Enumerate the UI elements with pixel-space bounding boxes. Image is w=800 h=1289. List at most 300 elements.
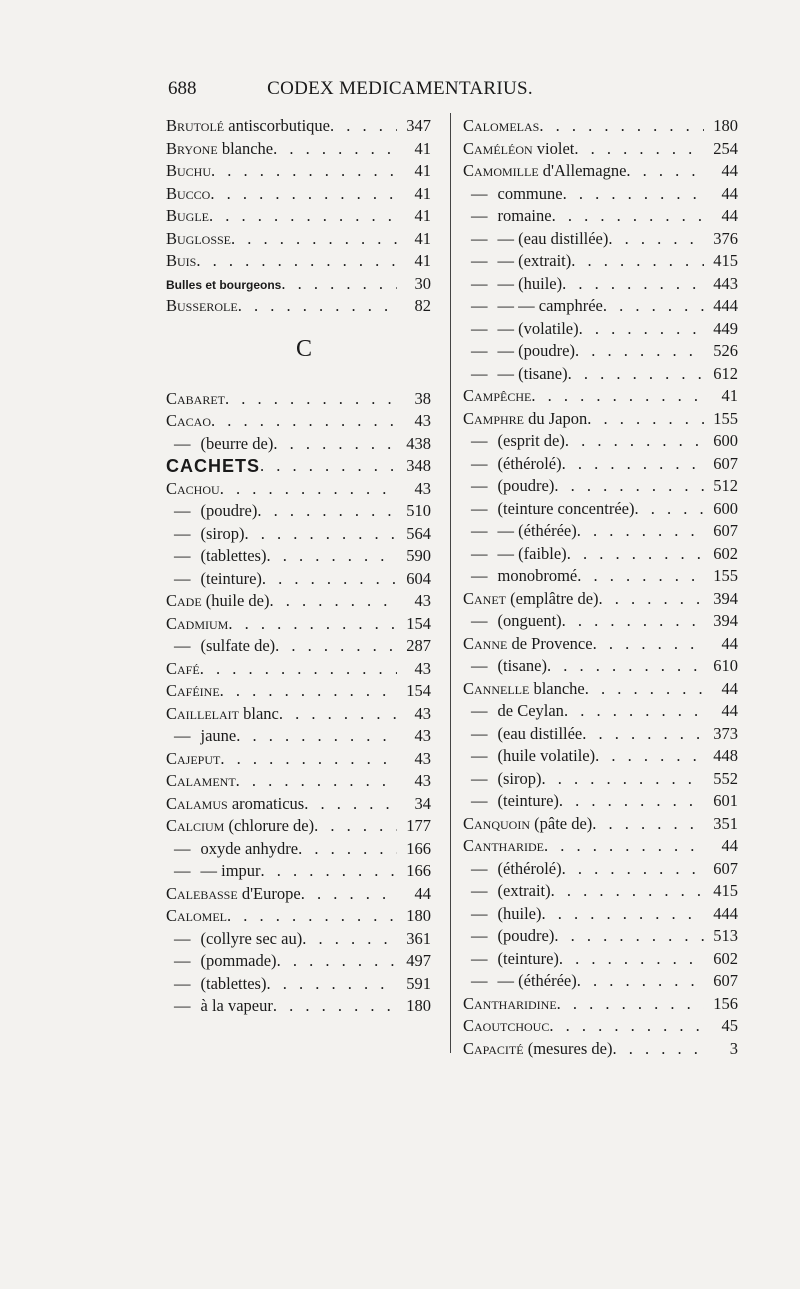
index-entry xyxy=(166,545,431,568)
entry-dash: — xyxy=(471,363,488,383)
index-entry xyxy=(166,770,431,793)
entry-page-number: 177 xyxy=(406,816,431,835)
entry-term xyxy=(166,115,330,138)
entry-dash: — xyxy=(174,523,191,543)
entry-term xyxy=(463,363,568,386)
entry-dash: — xyxy=(174,951,191,970)
entry-dash: — xyxy=(174,996,191,1015)
leader-dots xyxy=(563,183,704,206)
leader-dots xyxy=(547,655,704,678)
index-entry xyxy=(166,838,431,861)
entry-qualifier: (tisane) xyxy=(497,656,547,675)
entry-qualifier: — — camphrée xyxy=(497,296,603,315)
entry-dash: — xyxy=(471,318,488,338)
entry-page-number: 166 xyxy=(406,861,431,880)
entry-page-number: 30 xyxy=(414,273,431,293)
leader-dots xyxy=(577,565,704,588)
leader-dots xyxy=(559,948,704,971)
entry-headword: Cadmium xyxy=(166,613,229,633)
index-list-b xyxy=(166,115,431,318)
entry-headword: Buchu xyxy=(166,161,212,180)
index-entry xyxy=(166,455,431,478)
entry-dash: — xyxy=(174,546,191,565)
leader-dots xyxy=(626,160,704,183)
leader-dots xyxy=(559,790,704,813)
index-entry xyxy=(463,633,738,656)
entry-qualifier: (sulfate de) xyxy=(200,636,276,655)
entry-term xyxy=(166,478,220,501)
entry-dash: — xyxy=(174,973,191,993)
entry-page-number: 348 xyxy=(406,456,431,475)
entry-headword: Busserole xyxy=(166,296,238,315)
leader-dots xyxy=(236,725,397,748)
entry-headword: Bryone xyxy=(166,138,218,158)
entry-term xyxy=(463,655,547,678)
entry-qualifier: (poudre) xyxy=(200,501,258,520)
entry-dash: — xyxy=(471,723,488,743)
entry-page-number: 44 xyxy=(721,836,738,855)
entry-headword: Cade xyxy=(166,591,202,610)
entry-qualifier: (eau distillée xyxy=(497,723,583,743)
entry-term xyxy=(463,520,577,543)
index-entry xyxy=(463,655,738,678)
entry-page-number: 155 xyxy=(713,408,738,428)
entry-qualifier: aromaticus xyxy=(227,793,305,813)
entry-page-number: 512 xyxy=(713,476,738,495)
entry-qualifier: — (éthérée) xyxy=(497,521,577,540)
entry-headword: Cantharidine xyxy=(463,993,557,1013)
entry-headword: Capacité xyxy=(463,1038,524,1058)
entry-headword: Calamus xyxy=(166,793,228,813)
index-entry xyxy=(166,928,431,951)
entry-dash: — xyxy=(471,453,488,473)
leader-dots xyxy=(541,903,704,926)
leader-dots xyxy=(592,813,704,836)
entry-dash: — xyxy=(471,498,488,518)
entry-qualifier: — (faible) xyxy=(497,543,567,563)
index-entry xyxy=(166,995,431,1018)
entry-page-number: 610 xyxy=(713,656,738,675)
entry-term xyxy=(463,430,565,453)
entry-term xyxy=(166,410,211,433)
entry-page-number: 41 xyxy=(414,206,431,225)
entry-qualifier: (sirop) xyxy=(200,523,245,543)
entry-headword: Caféine xyxy=(166,681,220,700)
entry-dash: — xyxy=(471,948,488,968)
leader-dots xyxy=(302,928,397,951)
entry-page-number: 34 xyxy=(414,793,431,813)
entry-dash: — xyxy=(174,838,191,858)
index-entry xyxy=(463,790,738,813)
entry-page-number: 43 xyxy=(414,411,431,430)
entry-page-number: 43 xyxy=(414,591,431,610)
entry-term xyxy=(166,950,277,973)
leader-dots xyxy=(564,700,704,723)
index-entry xyxy=(463,903,738,926)
index-entry xyxy=(166,433,431,456)
entry-page-number: 38 xyxy=(414,388,431,408)
leader-dots xyxy=(314,815,397,838)
entry-term xyxy=(463,813,592,836)
entry-term xyxy=(166,433,273,456)
entry-qualifier: (mesures de) xyxy=(523,1038,613,1058)
running-title: CODEX MEDICAMENTARIUS. xyxy=(267,78,533,99)
entry-qualifier: (tablettes) xyxy=(200,973,267,993)
entry-headword: Buglosse xyxy=(166,228,232,248)
index-entry xyxy=(166,160,431,183)
index-entry xyxy=(166,523,431,546)
entry-page-number: 351 xyxy=(713,813,738,833)
leader-dots xyxy=(531,385,704,408)
entry-term xyxy=(463,948,559,971)
entry-term xyxy=(463,768,542,791)
entry-qualifier: (tablettes) xyxy=(200,546,267,565)
index-entry xyxy=(463,385,738,408)
index-entry xyxy=(463,408,738,431)
index-entry xyxy=(166,228,431,251)
entry-page-number: 590 xyxy=(406,546,431,565)
index-entry xyxy=(166,950,431,973)
entry-dash: — xyxy=(471,971,488,990)
entry-qualifier: (huile volatile) xyxy=(497,746,596,765)
leader-dots xyxy=(608,228,704,251)
index-entry xyxy=(166,183,431,206)
index-entry xyxy=(463,183,738,206)
index-entry xyxy=(463,115,738,138)
entry-qualifier: (teinture concentrée) xyxy=(497,498,635,518)
leader-dots xyxy=(549,1015,704,1038)
entry-qualifier: d'Europe xyxy=(237,883,301,903)
entry-term xyxy=(166,815,314,838)
entry-dash: — xyxy=(471,611,488,630)
entry-term xyxy=(166,545,266,568)
entry-page-number: 287 xyxy=(406,636,431,655)
leader-dots xyxy=(551,880,704,903)
entry-term xyxy=(166,388,225,411)
entry-qualifier: de Ceylan xyxy=(497,701,564,720)
leader-dots xyxy=(273,138,397,161)
entry-qualifier: — (éthérée) xyxy=(497,971,577,990)
leader-dots xyxy=(562,610,704,633)
leader-dots xyxy=(262,568,397,591)
entry-page-number: 41 xyxy=(414,161,431,180)
index-entry xyxy=(463,700,738,723)
entry-term xyxy=(463,903,541,926)
index-entry xyxy=(166,748,431,771)
entry-term xyxy=(166,160,211,183)
page-number: 688 xyxy=(168,78,197,99)
leader-dots xyxy=(260,455,397,478)
entry-dash: — xyxy=(471,746,488,765)
leader-dots xyxy=(582,723,704,746)
index-entry xyxy=(463,813,738,836)
index-entry xyxy=(166,590,431,613)
entry-headword: Cajeput xyxy=(166,748,221,768)
entry-term xyxy=(166,905,227,928)
entry-qualifier: (éthérolé) xyxy=(497,858,562,878)
index-entry xyxy=(463,318,738,341)
index-entry xyxy=(166,138,431,161)
leader-dots xyxy=(544,835,704,858)
entry-dash: — xyxy=(471,656,488,675)
index-entry xyxy=(463,340,738,363)
entry-term xyxy=(166,838,298,861)
entry-page-number: 154 xyxy=(406,681,431,700)
leader-dots xyxy=(211,160,397,183)
entry-page-number: 166 xyxy=(406,838,431,858)
index-entry xyxy=(166,635,431,658)
entry-term xyxy=(463,1038,612,1061)
leader-dots xyxy=(557,993,704,1016)
entry-headword: Canne xyxy=(463,633,508,653)
entry-term xyxy=(166,928,302,951)
entry-term xyxy=(463,453,562,476)
entry-qualifier: (teinture) xyxy=(497,948,559,968)
entry-headword: Campêche xyxy=(463,386,532,405)
leader-dots xyxy=(261,860,397,883)
entry-term xyxy=(166,680,220,703)
entry-term xyxy=(166,658,200,681)
column-divider xyxy=(450,113,451,1053)
entry-qualifier: — (eau distillée) xyxy=(497,228,609,248)
index-entry xyxy=(463,925,738,948)
leader-dots xyxy=(304,793,397,816)
entry-headword: Buis xyxy=(166,251,197,270)
leader-dots xyxy=(228,613,397,636)
entry-headword: Caillelait xyxy=(166,703,239,723)
entry-page-number: 604 xyxy=(406,568,431,588)
right-column xyxy=(463,115,738,1060)
entry-page-number: 180 xyxy=(406,906,431,925)
entry-qualifier: — (huile) xyxy=(497,273,563,293)
entry-page-number: 254 xyxy=(713,138,738,158)
entry-page-number: 394 xyxy=(713,611,738,630)
entry-term xyxy=(463,160,626,183)
index-entry xyxy=(166,613,431,636)
leader-dots xyxy=(231,228,397,251)
entry-term xyxy=(463,745,595,768)
entry-qualifier: violet xyxy=(532,138,575,158)
index-entry xyxy=(463,610,738,633)
left-column xyxy=(166,115,431,1018)
entry-headword: Camomille xyxy=(463,161,539,180)
entry-term xyxy=(463,183,563,206)
entry-dash: — xyxy=(471,228,488,248)
entry-term xyxy=(166,613,228,636)
entry-headword: Camphre xyxy=(463,408,525,428)
entry-dash: — xyxy=(471,521,488,540)
entry-page-number: 607 xyxy=(713,971,738,990)
entry-page-number: 394 xyxy=(713,588,738,608)
entry-page-number: 44 xyxy=(721,678,738,698)
index-entry xyxy=(463,520,738,543)
entry-page-number: 3 xyxy=(729,1038,738,1058)
entry-page-number: 44 xyxy=(414,883,431,903)
entry-qualifier: jaune xyxy=(200,726,237,745)
leader-dots xyxy=(257,500,397,523)
entry-dash: — xyxy=(471,701,488,720)
entry-qualifier: (esprit de) xyxy=(497,431,565,450)
index-entry xyxy=(463,745,738,768)
entry-page-number: 449 xyxy=(713,318,738,338)
entry-page-number: 41 xyxy=(414,251,431,270)
entry-page-number: 444 xyxy=(713,903,738,923)
index-entry xyxy=(166,478,431,501)
entry-page-number: 607 xyxy=(713,453,738,473)
entry-headword: Caméléon xyxy=(463,138,533,158)
index-entry xyxy=(166,883,431,906)
index-entry xyxy=(463,363,738,386)
entry-term xyxy=(463,543,567,566)
leader-dots xyxy=(579,318,704,341)
index-entry xyxy=(166,410,431,433)
entry-term xyxy=(463,138,574,161)
entry-page-number: 600 xyxy=(713,498,738,518)
leader-dots xyxy=(571,250,704,273)
entry-term xyxy=(166,860,261,883)
leader-dots xyxy=(298,838,397,861)
entry-dash: — xyxy=(174,726,191,745)
index-entry xyxy=(463,205,738,228)
entry-term xyxy=(463,925,554,948)
entry-term xyxy=(463,295,603,318)
leader-dots xyxy=(200,658,397,681)
entry-qualifier: (éthérolé) xyxy=(497,453,562,473)
leader-dots xyxy=(562,453,704,476)
entry-term xyxy=(166,295,238,318)
entry-qualifier: romaine xyxy=(497,206,552,225)
entry-dash: — xyxy=(174,568,191,588)
index-entry xyxy=(463,678,738,701)
entry-dash: — xyxy=(174,861,191,880)
index-entry xyxy=(166,205,431,228)
entry-headword: Cabaret xyxy=(166,388,226,408)
entry-headword: Bulles et bourgeons xyxy=(166,277,282,292)
entry-page-number: 591 xyxy=(406,973,431,993)
entry-page-number: 526 xyxy=(713,341,738,360)
entry-dash: — xyxy=(471,251,488,270)
entry-headword: CACHETS xyxy=(166,456,261,476)
leader-dots xyxy=(210,183,397,206)
leader-dots xyxy=(277,950,397,973)
leader-dots xyxy=(603,295,704,318)
index-entry xyxy=(463,768,738,791)
index-entry xyxy=(463,250,738,273)
entry-qualifier: — (poudre) xyxy=(497,341,575,360)
index-entry xyxy=(463,273,738,296)
leader-dots xyxy=(554,925,704,948)
entry-term xyxy=(463,498,634,521)
leader-dots xyxy=(269,590,397,613)
page-header xyxy=(0,78,800,104)
index-entry xyxy=(166,905,431,928)
index-entry xyxy=(463,948,738,971)
entry-page-number: 44 xyxy=(721,633,738,653)
index-entry xyxy=(463,543,738,566)
entry-headword: Bugle xyxy=(166,206,209,225)
entry-page-number: 44 xyxy=(721,206,738,225)
entry-dash: — xyxy=(174,636,191,655)
entry-qualifier: — impur xyxy=(200,861,261,880)
entry-dash: — xyxy=(471,566,488,585)
index-entry xyxy=(166,273,431,296)
entry-page-number: 41 xyxy=(721,386,738,405)
entry-page-number: 415 xyxy=(713,881,738,900)
entry-term xyxy=(463,633,593,656)
index-entry xyxy=(166,860,431,883)
leader-dots xyxy=(577,970,704,993)
leader-dots xyxy=(220,680,397,703)
index-entry xyxy=(463,160,738,183)
entry-qualifier: (emplâtre de) xyxy=(506,588,599,608)
leader-dots xyxy=(585,678,704,701)
entry-qualifier: oxyde anhydre xyxy=(200,838,299,858)
index-entry xyxy=(463,138,738,161)
leader-dots xyxy=(542,768,705,791)
entry-qualifier: monobromé xyxy=(497,566,578,585)
index-entry xyxy=(166,793,431,816)
leader-dots xyxy=(554,475,704,498)
index-entry xyxy=(166,973,431,996)
leader-dots xyxy=(575,340,704,363)
entry-qualifier: (huile) xyxy=(497,903,542,923)
entry-qualifier: (beurre de) xyxy=(200,433,274,453)
entry-term xyxy=(463,228,608,251)
index-entry xyxy=(463,835,738,858)
entry-dash: — xyxy=(471,273,488,293)
entry-term xyxy=(463,835,544,858)
entry-page-number: 361 xyxy=(406,928,431,948)
entry-dash: — xyxy=(471,768,488,788)
index-entry xyxy=(463,588,738,611)
entry-term xyxy=(463,408,587,431)
entry-term xyxy=(166,995,273,1018)
entry-term xyxy=(463,475,554,498)
entry-term xyxy=(463,250,571,273)
index-entry xyxy=(463,970,738,993)
entry-term xyxy=(166,205,209,228)
leader-dots xyxy=(562,858,704,881)
entry-term xyxy=(166,500,257,523)
leader-dots xyxy=(612,1038,704,1061)
entry-qualifier: de Provence xyxy=(507,633,593,653)
leader-dots xyxy=(209,205,397,228)
entry-headword: Cacao xyxy=(166,411,212,430)
entry-page-number: 154 xyxy=(406,613,431,633)
entry-headword: Calebasse xyxy=(166,883,238,903)
entry-term xyxy=(463,273,562,296)
index-entry xyxy=(463,498,738,521)
index-entry xyxy=(166,115,431,138)
entry-term xyxy=(166,770,236,793)
entry-page-number: 41 xyxy=(414,228,431,248)
entry-page-number: 448 xyxy=(713,746,738,765)
leader-dots xyxy=(552,205,704,228)
entry-qualifier: blanche xyxy=(529,678,585,698)
entry-term xyxy=(463,340,575,363)
entry-page-number: 602 xyxy=(713,543,738,563)
entry-term xyxy=(463,858,562,881)
entry-page-number: 82 xyxy=(414,296,431,315)
entry-qualifier: (pâte de) xyxy=(530,813,593,833)
entry-page-number: 43 xyxy=(414,478,431,498)
entry-qualifier: d'Allemagne xyxy=(538,161,627,180)
index-entry xyxy=(166,725,431,748)
entry-qualifier: (pommade) xyxy=(200,951,277,970)
entry-term xyxy=(463,588,599,611)
leader-dots xyxy=(567,543,704,566)
entry-term xyxy=(463,723,582,746)
